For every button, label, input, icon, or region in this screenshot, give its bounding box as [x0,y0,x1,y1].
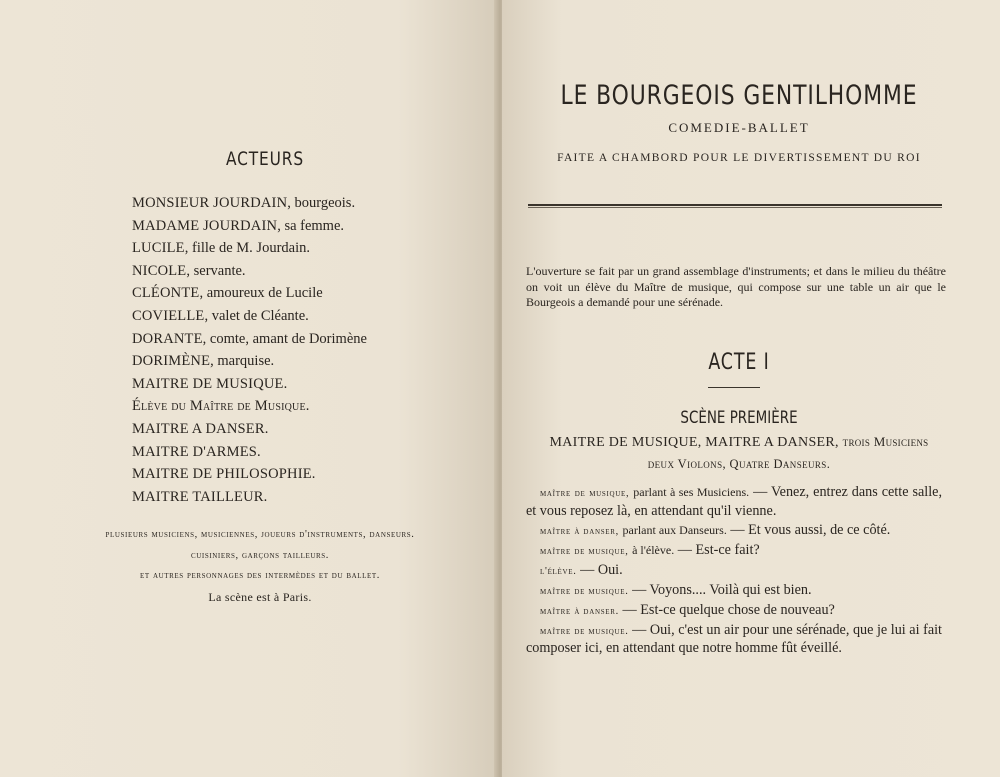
cast-item: MAITRE TAILLEUR. [132,488,268,505]
dialogue-line: maître de musique. — Voyons.... Voilà qui est bien. [540,581,812,598]
cast-item: DORIMÈNE, marquise. [132,353,275,370]
cast-item: MAITRE D'ARMES. [132,443,261,460]
scene-heading: SCÈNE PREMIÈRE [680,408,798,428]
cast-item: MAITRE A DANSER. [132,420,269,437]
cast-title: ACTEURS [225,148,305,170]
extras-line: cuisiniers, garçons tailleurs. [190,549,329,561]
cast-item: CLÉONTE, amoureux de Lucile [132,285,323,302]
cast-item: NICOLE, servante. [132,262,246,279]
dialogue-line: l'élève. — Oui. [540,561,623,578]
scene-roles-line1: MAITRE DE MUSIQUE, MAITRE A DANSER, trois Musiciens [549,434,929,450]
overture-text: L'ouverture se fait par un grand assemblage d'instruments; et dans le milieu du théâtre on voit un élève du Maître de musique, qui compose sur une table un air que le Bourgeois a demandé pour une sérénade. [526,264,946,309]
act-heading: ACTE I [708,350,770,375]
scene-roles-line2: deux Violons, Quatre Danseurs. [647,457,831,471]
dialogue-line: maître de musique, parlant à ses Musiciens. — Venez, entrez dans cette salle, et vous reposez là, en attendant qu'il vienne. [526,484,942,519]
cast-item: LUCILE, fille de M. Jourdain. [132,240,310,257]
title-rule-thin [528,207,942,208]
cast-item: Élève du Maître de Musique. [132,398,310,415]
cast-item: MONSIEUR JOURDAIN, bourgeois. [132,195,356,211]
cast-item: MAITRE DE MUSIQUE. [132,375,288,392]
play-occasion: FAITE A CHAMBORD POUR LE DIVERTISSEMENT DU ROI [557,152,921,164]
dialogue-line: maître de musique, à l'élève. — Est-ce fait? [540,541,760,558]
cast-item: MAITRE DE PHILOSOPHIE. [132,466,316,483]
left-page [0,0,498,777]
dialogue [526,484,942,659]
right-page [502,0,1000,777]
play-title: LE BOURGEOIS GENTILHOMME [560,80,918,111]
extras-block [60,525,460,607]
cast-item: DORANTE, comte, amant de Dorimène [132,330,367,347]
cast-item: MADAME JOURDAIN, sa femme. [132,217,345,234]
play-subtitle: COMEDIE-BALLET [668,120,810,135]
act-rule [708,387,760,388]
dialogue-line: maître de musique. — Oui, c'est un air pour une sérénade, que je lui ai fait composer ici, en attendant que notre homme fût éveillé. [526,621,942,656]
cast-list [132,192,367,508]
cast-item: COVIELLE, valet de Cléante. [132,307,309,324]
dialogue-line: maître à danser. — Est-ce quelque chose de nouveau? [540,601,835,618]
dialogue-line: maître à danser, parlant aux Danseurs. — Et vous aussi, de ce côté. [540,521,891,538]
extras-line: et autres personnages des intermèdes et du ballet. [140,570,380,581]
title-rule [528,204,942,206]
extras-line: plusieurs musiciens, musiciennes, joueurs d'instruments, danseurs. [105,529,415,540]
scene-location: La scène est à Paris. [208,589,312,604]
